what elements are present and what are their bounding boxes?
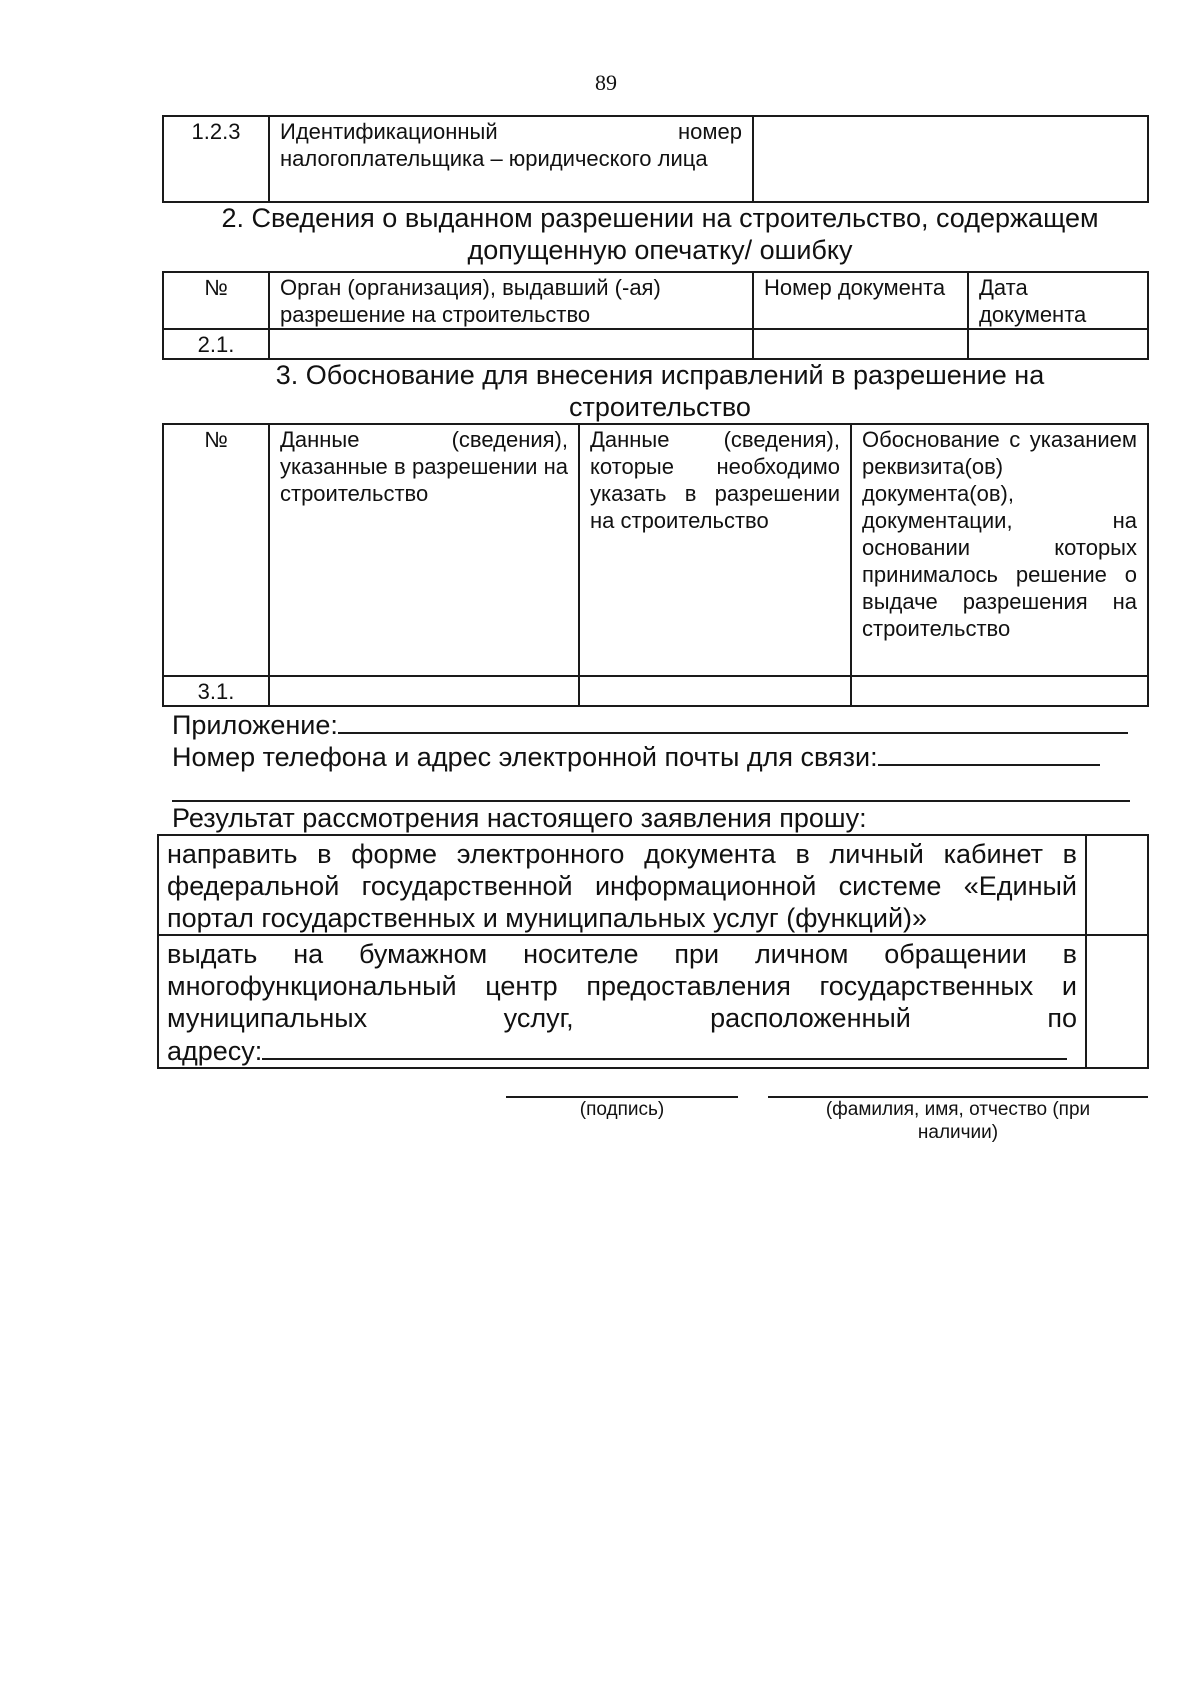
new-data-cell[interactable] (579, 676, 851, 706)
column-header: Дата документа (968, 272, 1148, 329)
column-header: № (163, 272, 269, 329)
signature-caption: (подпись) (579, 1099, 665, 1120)
address-label: адресу: (167, 1036, 263, 1066)
table-header-row (163, 424, 1148, 676)
column-header: № (163, 424, 269, 676)
heading-line: 3. Обоснование для внесения исправлений в разрешение на (275, 360, 1045, 390)
table-row (158, 935, 1148, 1068)
option-paper-text (158, 935, 1086, 1068)
row-number: 2.1. (163, 329, 269, 359)
column-header: Данные (сведения), которые необходимо указать в разрешении на строительство (579, 424, 851, 676)
column-header: Обоснование с указанием реквизита(ов) документа(ов), документации, на основании которых принималось решение о выдаче разрешения на строительство (851, 424, 1148, 676)
attachment-field[interactable] (338, 706, 1128, 734)
taxpayer-id-table (162, 115, 1149, 203)
corrections-table (162, 423, 1149, 707)
section-3-heading (160, 359, 1160, 423)
heading-line: 2. Сведения о выданном разрешении на строительство, содержащем (221, 203, 1099, 233)
current-data-cell[interactable] (269, 676, 579, 706)
option-electronic-checkbox[interactable] (1086, 835, 1148, 935)
option-paper-checkbox[interactable] (1086, 935, 1148, 1068)
column-header: Номер документа (753, 272, 968, 329)
row-number: 1.2.3 (163, 116, 269, 202)
taxpayer-id-value[interactable] (753, 116, 1148, 202)
option-electronic-text: направить в форме электронного документа в личный кабинет в федеральной государственной информационной системе «Единый портал государственных и муниципальных услуг (функций)» (158, 835, 1086, 935)
page-number: 89 (595, 70, 617, 95)
caption-line: (фамилия, имя, отчество (при (825, 1099, 1091, 1120)
caption-line: наличии) (917, 1122, 999, 1143)
heading-line: допущенную опечатку/ ошибку (467, 235, 853, 265)
taxpayer-id-label: Идентификационный номер налогоплательщика – юридического лица (269, 116, 753, 202)
table-row (163, 116, 1148, 202)
justification-cell[interactable] (851, 676, 1148, 706)
row-number: 3.1. (163, 676, 269, 706)
contact-field[interactable] (878, 738, 1100, 766)
option-paper-description: выдать на бумажном носителе при личном обращении в многофункциональный центр предоставления государственных и муниципальных услуг, расположенный по (167, 939, 1077, 1033)
delivery-options-table (157, 834, 1149, 1069)
table-row (163, 676, 1148, 706)
column-header: Орган (организация), выдавший (-ая) разрешение на строительство (269, 272, 753, 329)
address-field[interactable] (262, 1034, 1067, 1060)
permit-info-table (162, 271, 1149, 360)
document-number-cell[interactable] (753, 329, 968, 359)
table-row (163, 329, 1148, 359)
table-row (158, 835, 1148, 935)
document-date-cell[interactable] (968, 329, 1148, 359)
table-header-row (163, 272, 1148, 329)
full-name-caption (768, 1098, 1148, 1144)
issuing-authority-cell[interactable] (269, 329, 753, 359)
attachment-label: Приложение: (172, 710, 338, 740)
contact-label: Номер телефона и адрес электронной почты для связи: (172, 742, 878, 772)
result-label: Результат рассмотрения настоящего заявления прошу: (172, 803, 867, 833)
attachment-line (172, 706, 1130, 741)
contact-line (172, 738, 1130, 773)
column-header: Данные (сведения), указанные в разрешении на строительство (269, 424, 579, 676)
section-2-heading (160, 202, 1160, 266)
heading-line: строительство (569, 392, 751, 422)
